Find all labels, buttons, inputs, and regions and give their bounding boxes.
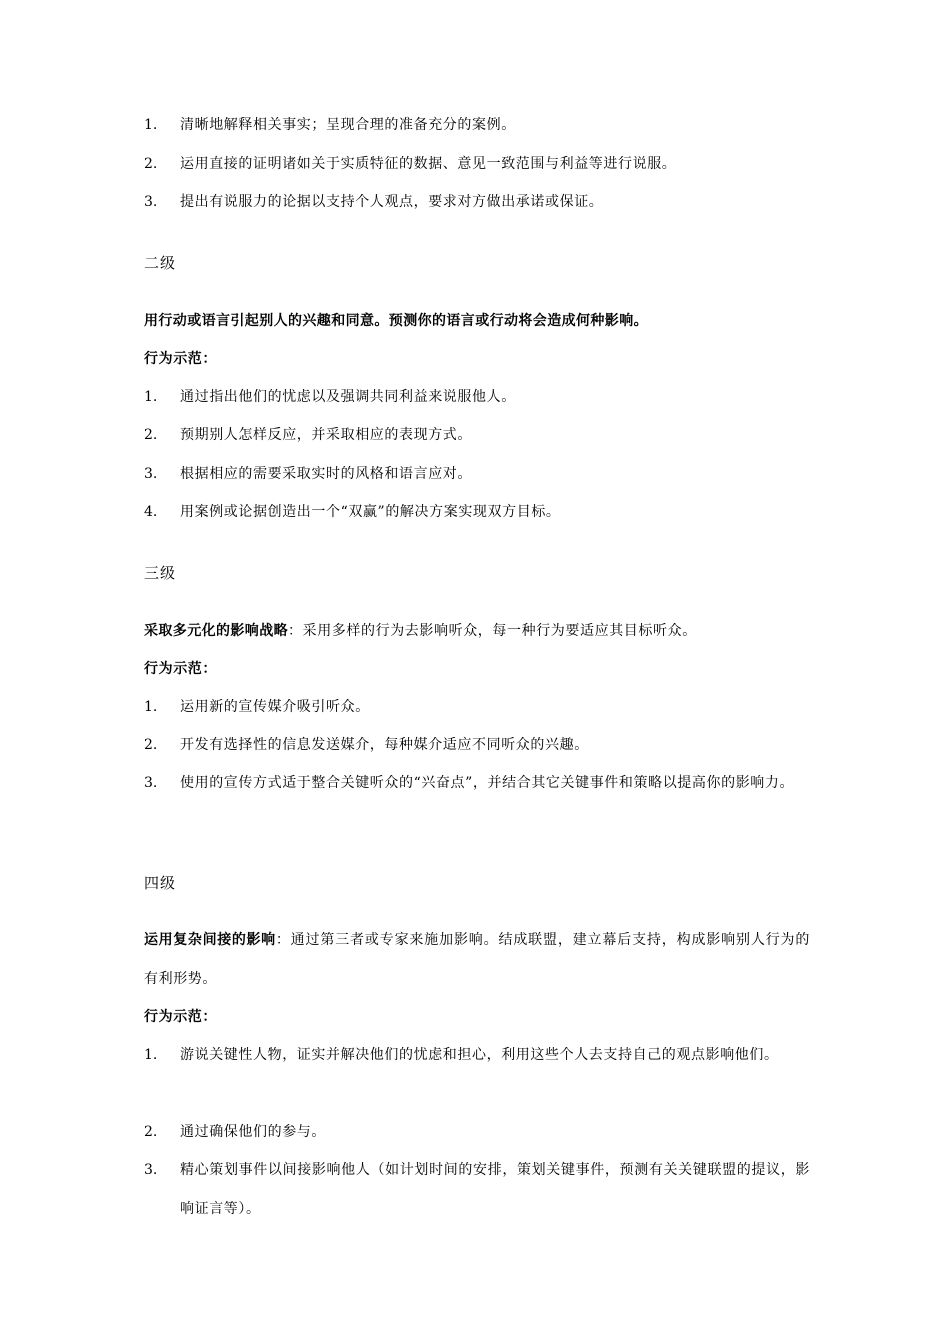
list-item [144,378,810,417]
list-text: 根据相应的需要采取实时的风格和语言应对。 [180,466,472,482]
list-text: 运用直接的证明诸如关于实质特征的数据、意见一致范围与利益等进行说服。 [180,156,677,172]
list-item [144,688,810,727]
level-description [144,612,810,651]
list-text: 游说关键性人物，证实并解决他们的忧虑和担心，利用这些个人去支持自己的观点影响他们。 [180,1047,779,1063]
list-item [144,416,810,455]
list-number: 3. [144,194,158,210]
behavior-label: 行为示范： [144,1009,217,1025]
behavior-label: 行为示范： [144,661,217,677]
list-text: 开发有选择性的信息发送媒介，每种媒介适应不同听众的兴趣。 [180,737,589,753]
list-number: 4. [144,504,158,520]
list-number: 3. [144,1162,158,1178]
list-number: 2. [144,156,158,172]
list-number: 2. [144,737,158,753]
list-text: 运用新的宣传媒介吸引听众。 [180,699,370,715]
list-item [144,1113,810,1152]
list-number: 1. [144,1047,158,1063]
list-item [144,1151,810,1229]
level-description-bold: 采取多元化的影响战略 [144,623,288,639]
level-description: 用行动或语言引起别人的兴趣和同意。预测你的语言或行动将会造成何种影响。 [144,313,648,329]
level-description-text: ：通过第三者或专家来施加影响。结成联盟，建立幕后支持，构成影响别人行为的有利形势。 [144,932,810,987]
list-text: 通过指出他们的忧虑以及强调共同利益来说服他人。 [180,389,516,405]
list-text: 预期别人怎样反应，并采取相应的表现方式。 [180,427,472,443]
list-number: 3. [144,466,158,482]
list-text: 提出有说服力的论据以支持个人观点，要求对方做出承诺或保证。 [180,194,604,210]
list-number: 1. [144,389,158,405]
list-item [144,183,810,222]
level-heading: 四级 [144,874,177,892]
level-description-bold: 运用复杂间接的影响 [144,932,276,948]
list-item [144,493,810,532]
list-item [144,455,810,494]
list-text: 精心策划事件以间接影响他人（如计划时间的安排，策划关键事件，预测有关关键联盟的提议，影响证言等）。 [180,1162,810,1217]
list-item [144,764,810,803]
list-number: 1. [144,117,158,133]
list-number: 2. [144,427,158,443]
behavior-label: 行为示范： [144,351,217,367]
list-text: 使用的宣传方式适于整合关键听众的“兴奋点”，并结合其它关键事件和策略以提高你的影响力。 [180,775,795,791]
level-heading: 三级 [144,564,177,582]
list-number: 1. [144,699,158,715]
list-text: 清晰地解释相关事实；呈现合理的准备充分的案例。 [180,117,516,133]
list-number: 2. [144,1124,158,1140]
list-text: 用案例或论据创造出一个“双赢”的解决方案实现双方目标。 [180,504,561,520]
level-description [144,921,810,999]
list-item [144,726,810,765]
list-item [144,1036,810,1075]
level-description-text: ：采用多样的行为去影响听众，每一种行为要适应其目标听众。 [288,623,697,639]
list-item [144,145,810,184]
list-text: 通过确保他们的参与。 [180,1124,326,1140]
list-item [144,106,810,145]
level-heading: 二级 [144,254,177,272]
list-number: 3. [144,775,158,791]
